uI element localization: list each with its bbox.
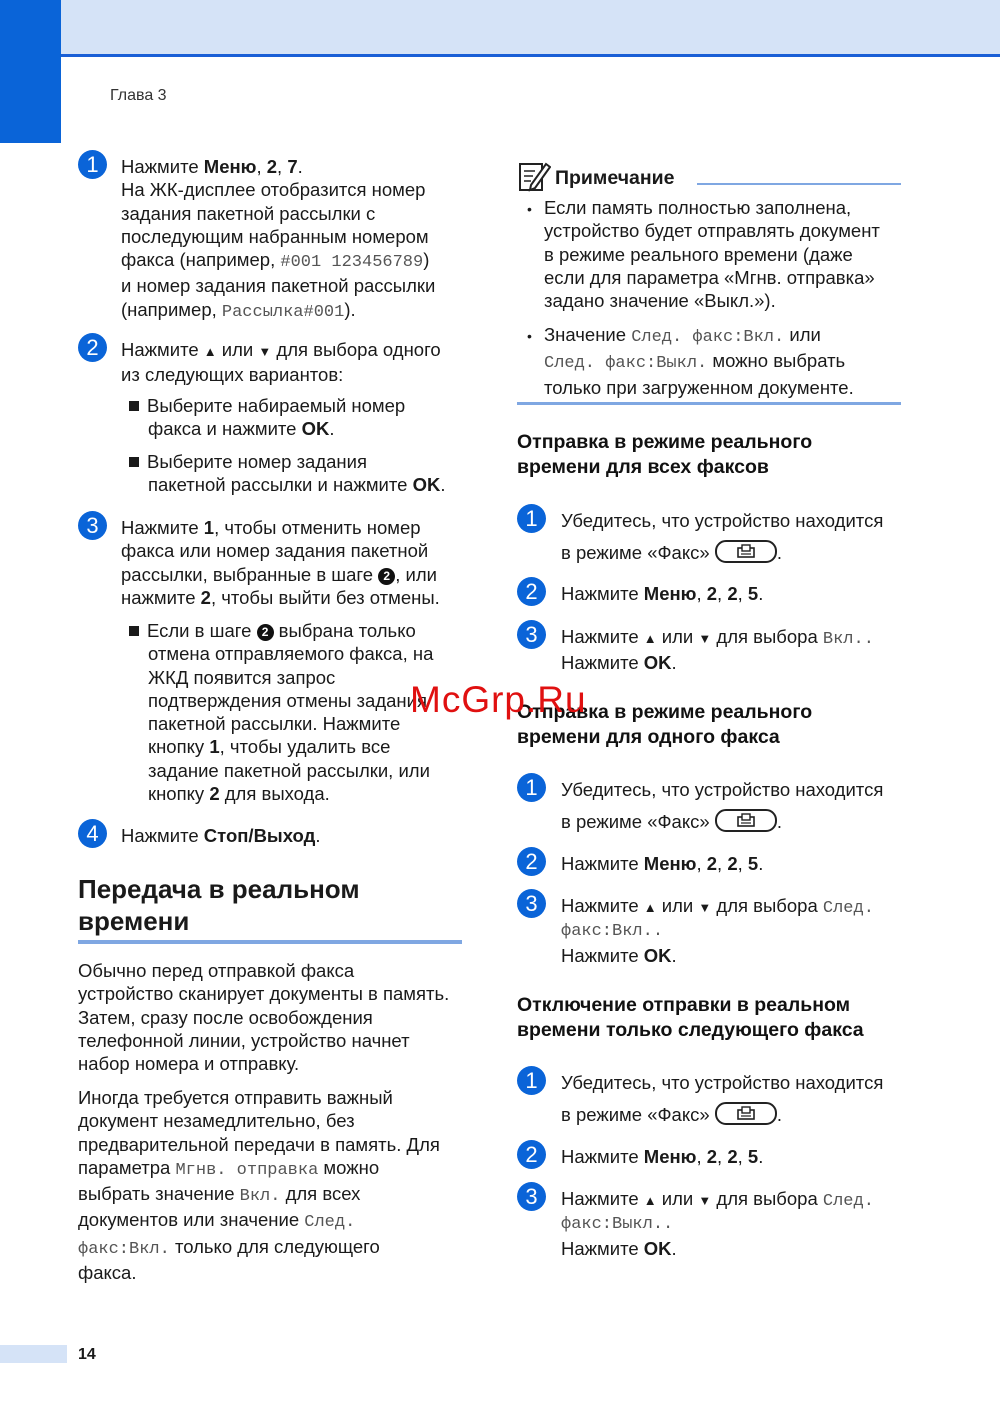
bullet-dot-icon: • — [527, 328, 532, 344]
note-bullet-1: Если память полностью заполнена, устройство будет отправлять документ в режиме реального времени (даже если для параметра «Мгнв. отправка» задано значение «Выкл.»). — [544, 197, 880, 312]
step-2-option-2: Выберите номер задания пакетной рассылки и нажмите OK. — [129, 450, 474, 497]
step-2-text: Нажмите ▲ или ▼ для выбора одного из следующих вариантов: — [121, 339, 441, 386]
step-number: 3 — [517, 620, 546, 649]
sub3-step-1: Убедитесь, что устройство находится в режиме «Факс» . — [561, 1072, 884, 1126]
down-arrow-icon: ▼ — [698, 900, 712, 915]
section-paragraph-2: Иногда требуется отправить важный документ незамедлительно, без предварительной передачи в память. Для параметра Мгнв. отправка можно выбрать значение Вкл. для всех документов или значение След. факс:Вкл. только для следующего факса. — [78, 1087, 440, 1284]
step-number: 4 — [78, 819, 107, 848]
step-reference-icon: 2 — [257, 624, 274, 641]
sub2-step-2: Нажмите Меню, 2, 2, 5. — [561, 853, 764, 874]
square-bullet-icon — [129, 626, 139, 636]
step-number: 3 — [517, 1182, 546, 1211]
note-pencil-icon — [517, 159, 551, 193]
note-title: Примечание — [555, 167, 675, 189]
sub1-step-2: Нажмите Меню, 2, 2, 5. — [561, 583, 764, 604]
bullet-dot-icon: • — [527, 201, 532, 217]
subsection-title-one-fax: Отправка в режиме реального времени для одного факса — [517, 701, 813, 748]
subsection-title-disable-next-fax: Отключение отправки в реальном времени только следующего факса — [517, 994, 864, 1041]
step-1-text: Нажмите Меню, 2, 7. На ЖК-дисплее отобразится номер задания пакетной рассылки с последующим набранным номером факса (например, #001 123456789) и номер задания пакетной рассылки (например, Рассылка#001). — [121, 156, 436, 322]
step-number: 1 — [78, 150, 107, 179]
sub2-step-3: Нажмите ▲ или ▼ для выбора След. факс:Вкл.. Нажмите OK. — [561, 895, 874, 966]
fax-mode-icon — [715, 540, 777, 563]
chapter-label: Глава 3 — [110, 87, 167, 104]
step-3-note: Если в шаге 2 выбрана только отмена отправляемого факса, на ЖКД появится запрос подтверждения отмены задания пакетной рассылки. Нажмите кнопку 1, чтобы удалить все задание пакетной рассылки, или кнопку 2 для выхода. — [129, 619, 474, 805]
up-arrow-icon: ▲ — [643, 631, 657, 646]
section-rule — [78, 940, 462, 944]
square-bullet-icon — [129, 457, 139, 467]
section-paragraph-1: Обычно перед отправкой факса устройство сканирует документы в память. Затем, сразу после освобождения телефонной линии, устройство начнет набор номера и отправку. — [78, 960, 450, 1075]
step-number: 3 — [78, 511, 107, 540]
sub1-step-3: Нажмите ▲ или ▼ для выбора Вкл.. Нажмите OK. — [561, 626, 874, 674]
down-arrow-icon: ▼ — [698, 1193, 712, 1208]
page-number: 14 — [78, 1346, 96, 1363]
sub3-step-2: Нажмите Меню, 2, 2, 5. — [561, 1146, 764, 1167]
sub2-step-1: Убедитесь, что устройство находится в режиме «Факс» . — [561, 779, 884, 833]
down-arrow-icon: ▼ — [698, 631, 712, 646]
step-number: 3 — [517, 889, 546, 918]
step-number: 2 — [517, 847, 546, 876]
header-band — [0, 0, 1000, 55]
step-number: 2 — [517, 1140, 546, 1169]
section-title: Передача в реальном времени — [78, 874, 360, 936]
up-arrow-icon: ▲ — [203, 344, 217, 359]
step-number: 1 — [517, 1066, 546, 1095]
step-number: 2 — [78, 333, 107, 362]
up-arrow-icon: ▲ — [643, 900, 657, 915]
note-bullet-2: Значение След. факс:Вкл. или След. факс:Выкл. можно выбрать только при загруженном документе. — [544, 324, 854, 398]
note-rule-bottom — [517, 402, 901, 405]
step-4-text: Нажмите Стоп/Выход. — [121, 825, 321, 846]
chapter-tab — [0, 0, 61, 143]
sub1-step-1: Убедитесь, что устройство находится в режиме «Факс» . — [561, 510, 884, 564]
step-2-option-1: Выберите набираемый номер факса и нажмите OK. — [129, 394, 474, 441]
fax-mode-icon — [715, 809, 777, 832]
down-arrow-icon: ▼ — [258, 344, 272, 359]
note-rule-top — [697, 183, 901, 185]
fax-mode-icon — [715, 1102, 777, 1125]
step-reference-icon: 2 — [378, 568, 395, 585]
step-number: 1 — [517, 504, 546, 533]
square-bullet-icon — [129, 401, 139, 411]
step-number: 2 — [517, 577, 546, 606]
up-arrow-icon: ▲ — [643, 1193, 657, 1208]
sub3-step-3: Нажмите ▲ или ▼ для выбора След. факс:Выкл.. Нажмите OK. — [561, 1188, 874, 1259]
watermark: McGrp.Ru — [410, 679, 587, 720]
header-rule — [60, 54, 1000, 57]
subsection-title-all-faxes: Отправка в режиме реального времени для всех факсов — [517, 431, 813, 478]
footer-band — [0, 1345, 67, 1363]
step-3-text: Нажмите 1, чтобы отменить номер факса или номер задания пакетной рассылки, выбранные в шаге 2 , или нажмите 2, чтобы выйти без отмены. — [121, 517, 440, 608]
step-number: 1 — [517, 773, 546, 802]
